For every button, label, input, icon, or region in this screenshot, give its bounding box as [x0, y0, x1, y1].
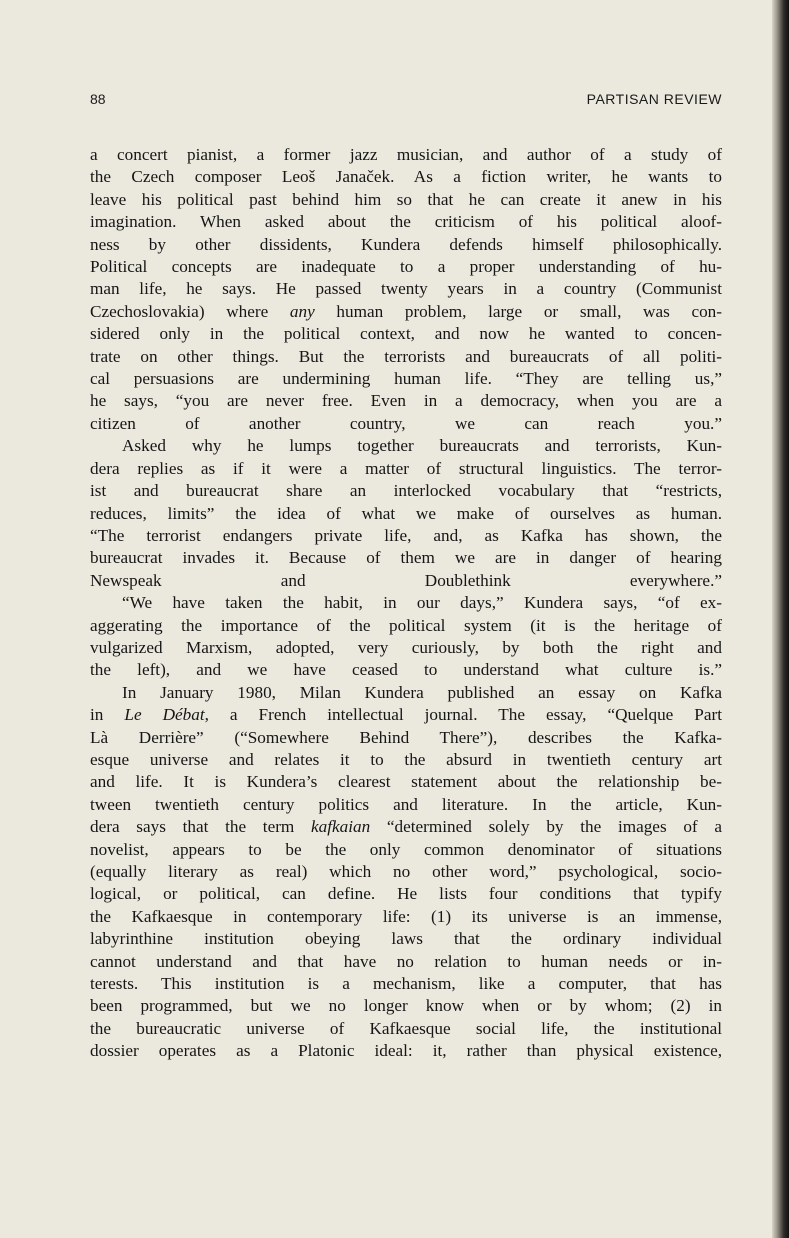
text-line: a concert pianist, a former jazz musician, and author of a study of: [90, 145, 722, 164]
text-line: the bureaucratic universe of Kafkaesque social life, the institutional: [90, 1018, 722, 1038]
paragraph-4: [90, 682, 722, 1063]
paragraph-2: [90, 435, 722, 592]
text-line: novelist, appears to be the only common denominator of situations: [90, 839, 722, 859]
emphasis-le-debat: Le Débat: [124, 705, 205, 725]
text-line: the Kafkaesque in contemporary life: (1) its universe is an immense,: [90, 906, 722, 926]
text-line: (equally literary as real) which no other word,” psychological, socio-: [90, 862, 722, 881]
text-line: dera replies as if it were a matter of structural linguistics. The terror-: [90, 458, 722, 478]
book-spine-shadow: [772, 0, 789, 1238]
text-line: trate on other things. But the terrorists and bureaucrats of all politi-: [90, 346, 722, 366]
paragraph-3: [90, 592, 722, 682]
emphasis-any: any: [289, 301, 315, 321]
text-line: logical, or political, can define. He lists four conditions that typify: [90, 884, 722, 904]
text-line: man life, he says. He passed twenty years in a country (Communist: [90, 279, 722, 299]
text-line: “The terrorist endangers private life, and, as Kafka has shown, the: [90, 525, 722, 545]
running-header: [90, 91, 722, 111]
page-number: 88: [90, 91, 106, 107]
text-line: cal persuasions are undermining human life. “They are telling us,”: [90, 369, 722, 389]
text-line: imagination. When asked about the criticism of his political aloof-: [90, 212, 722, 232]
text-line: Là Derrière” (“Somewhere Behind There”), describes the Kafka-: [90, 727, 722, 747]
emphasis-kafkaian: kafkaian: [311, 817, 371, 837]
text-line: Asked why he lumps together bureaucrats and terrorists, Kun-: [122, 436, 722, 456]
text-line: in Le Débat, a French intellectual journal. The essay, “Quelque Part: [90, 705, 722, 725]
body-text: [90, 144, 722, 1063]
text-line: Czechoslovakia) where any human problem, large or small, was con-: [90, 301, 722, 321]
text-line: In January 1980, Milan Kundera published an essay on Kafka: [122, 682, 722, 702]
text-line: cannot understand and that have no relation to human needs or in-: [90, 951, 722, 971]
text-line: ness by other dissidents, Kundera defends himself philosophically.: [90, 234, 722, 254]
text-line: Newspeak and Doublethink everywhere.”: [90, 570, 722, 590]
text-line: labyrinthine institution obeying laws that the ordinary individual: [90, 929, 722, 949]
text-line: aggerating the importance of the political system (it is the heritage of: [90, 615, 722, 635]
text-line: and life. It is Kundera’s clearest statement about the relationship be-: [90, 772, 722, 792]
text-line: ist and bureaucrat share an interlocked vocabulary that “restricts,: [90, 481, 722, 501]
text-line: terests. This institution is a mechanism, like a computer, that has: [90, 974, 722, 994]
text-line: sidered only in the political context, and now he wanted to concen-: [90, 324, 722, 344]
text-line: reduces, limits” the idea of what we make of ourselves as human.: [90, 503, 722, 523]
text-line: bureaucrat invades it. Because of them we are in danger of hearing: [90, 548, 722, 568]
paragraph-1: [90, 144, 722, 435]
text-line: been programmed, but we no longer know when or by whom; (2) in: [90, 996, 722, 1016]
text-line: Political concepts are inadequate to a proper understanding of hu-: [90, 257, 722, 277]
text-line: dossier operates as a Platonic ideal: it, rather than physical existence,: [90, 1041, 722, 1061]
text-line: dera says that the term kafkaian “determined solely by the images of a: [90, 817, 722, 837]
text-line: the Czech composer Leoš Janaček. As a fiction writer, he wants to: [90, 167, 722, 187]
text-line: “We have taken the habit, in our days,” Kundera says, “of ex-: [122, 593, 722, 613]
journal-title: PARTISAN REVIEW: [586, 91, 722, 107]
text-line: esque universe and relates it to the absurd in twentieth century art: [90, 749, 722, 769]
text-line: leave his political past behind him so that he can create it anew in his: [90, 189, 722, 209]
text-line: tween twentieth century politics and literature. In the article, Kun-: [90, 794, 722, 814]
text-line: he says, “you are never free. Even in a democracy, when you are a: [90, 391, 722, 411]
text-line: vulgarized Marxism, adopted, very curiously, by both the right and: [90, 637, 722, 657]
text-line: the left), and we have ceased to understand what culture is.”: [90, 660, 722, 680]
text-line: citizen of another country, we can reach you.”: [90, 413, 722, 433]
